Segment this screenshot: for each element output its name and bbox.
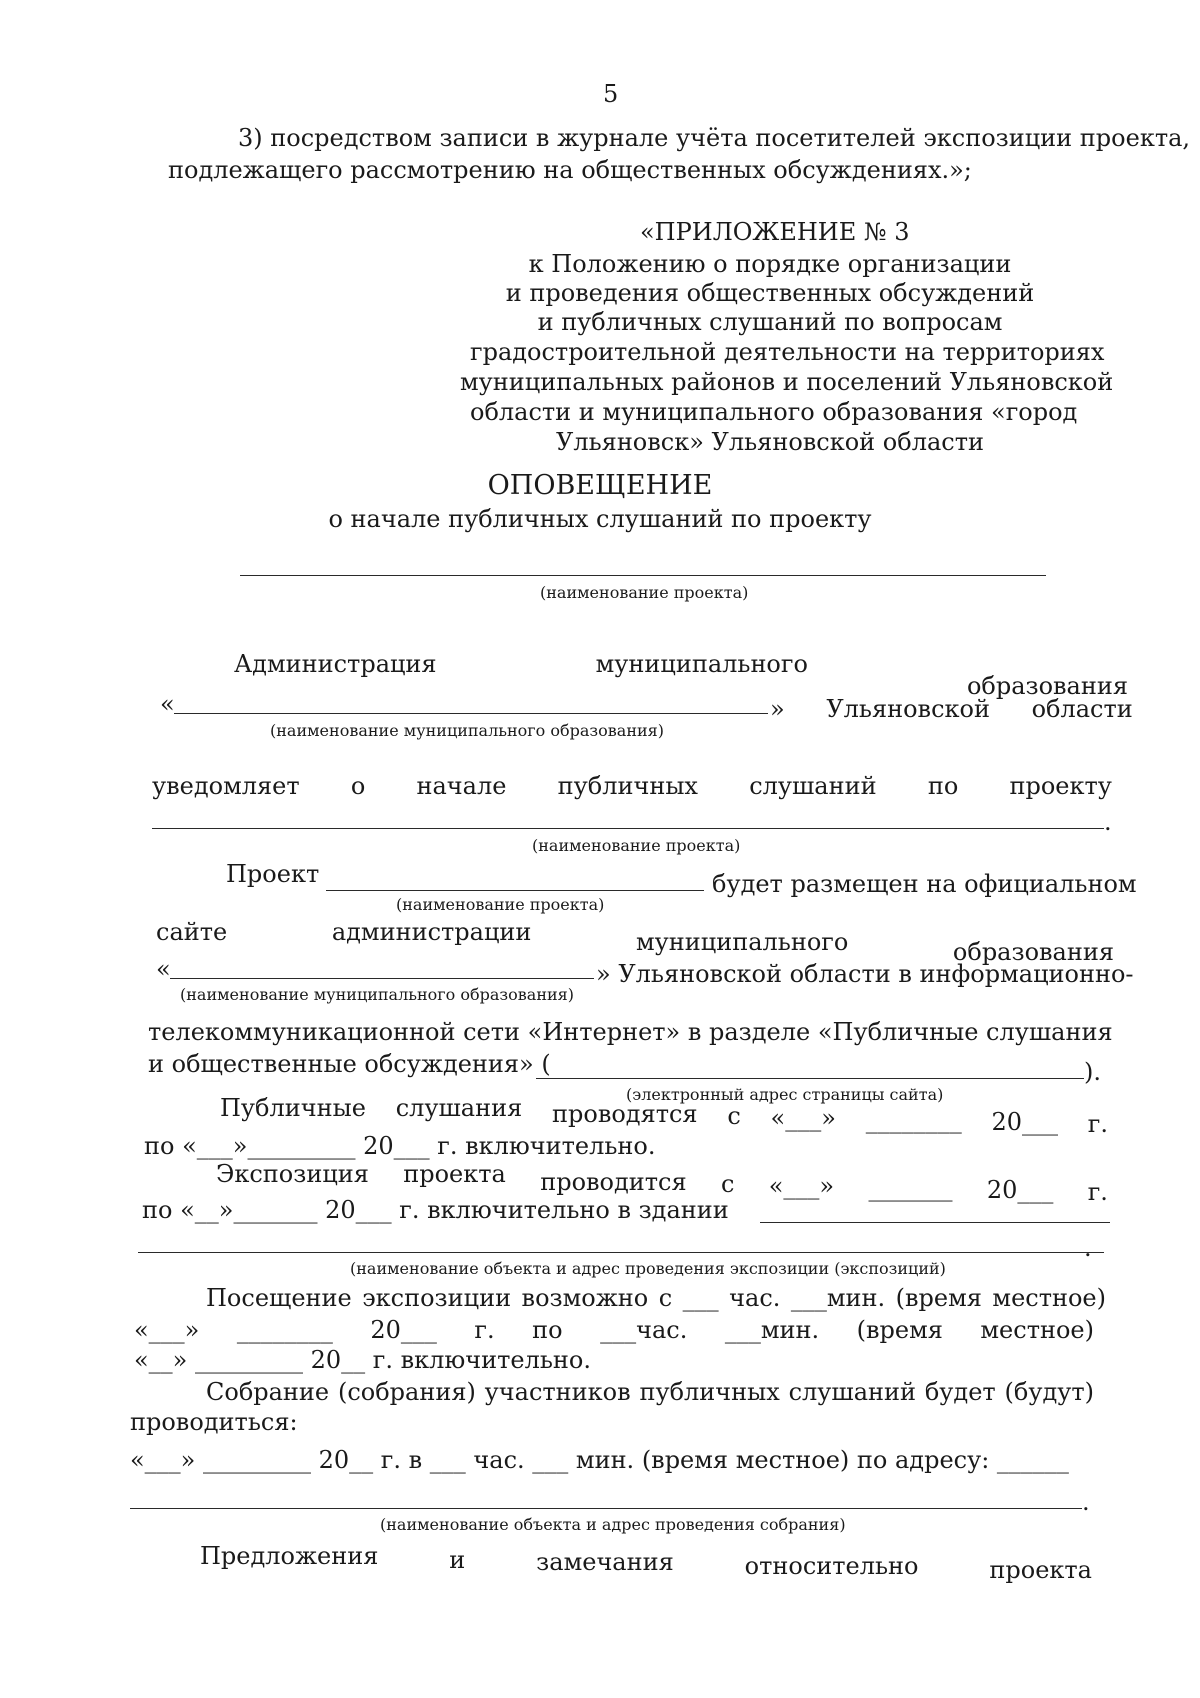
word: Публичные xyxy=(220,1094,366,1122)
municipality-name-line xyxy=(174,713,768,714)
word: начале xyxy=(416,772,507,800)
quote-open: « xyxy=(156,955,171,983)
word: 20___ xyxy=(370,1316,437,1344)
word: замечания xyxy=(536,1548,674,1576)
word: муниципального xyxy=(636,928,849,956)
word: _______ xyxy=(868,1174,953,1202)
caption-exposition-object: (наименование объекта и адрес проведения экспозиции (экспозиций) xyxy=(350,1259,946,1278)
word: слушания xyxy=(395,1094,523,1122)
appendix-line: Ульяновск» Ульяновской области xyxy=(556,428,984,456)
exposition-object-line xyxy=(138,1252,1104,1253)
appendix-line: муниципальных районов и поселений Ульяновской xyxy=(460,368,1114,396)
word: публичных xyxy=(557,772,698,800)
hearings-line xyxy=(220,1094,1108,1138)
region-text xyxy=(770,695,1133,723)
word: «___» xyxy=(768,1172,835,1200)
section-line: и общественные обсуждения» ( xyxy=(148,1050,551,1078)
word: Экспозиция xyxy=(216,1160,369,1188)
exposition-po-line: по «__»_______ 20___ г. включительно в здании xyxy=(142,1196,729,1224)
project-name-line xyxy=(152,828,1104,829)
caption-project-name: (наименование проекта) xyxy=(532,836,741,855)
notice-title: ОПОВЕЩЕНИЕ xyxy=(487,470,713,501)
word: Администрация xyxy=(234,650,437,678)
word: образования xyxy=(966,672,1128,700)
intro-line-1: 3) посредством записи в журнале учёта посетителей экспозиции проекта, xyxy=(238,124,1191,152)
appendix-line: и проведения общественных обсуждений xyxy=(505,279,1035,307)
intro-line-2: подлежащего рассмотрению на общественных обсуждениях.»; xyxy=(168,156,972,184)
meeting-line-3: «___» _________ 20__ г. в ___ час. ___ мин. (время местное) по адресу: ______ xyxy=(130,1446,1069,1474)
appendix-line: к Положению о порядке организации xyxy=(528,250,1012,278)
appendix-title: «ПРИЛОЖЕНИЕ № 3 xyxy=(640,218,910,246)
meeting-object-line xyxy=(130,1508,1082,1509)
visit-line-1: Посещение экспозиции возможно с ___ час. ___мин. (время местное) xyxy=(206,1284,1106,1312)
meeting-line-2: проводиться: xyxy=(130,1408,298,1436)
caption-municipality-name: (наименование муниципального образования) xyxy=(270,721,664,740)
region-internet: » Ульяновской области в информационно- xyxy=(596,960,1134,988)
word: администрации xyxy=(331,918,532,946)
word: муниципального xyxy=(595,650,808,678)
word: проекта xyxy=(989,1556,1092,1584)
caption-site-address: (электронный адрес страницы сайта) xyxy=(626,1085,944,1104)
site-line xyxy=(156,918,1114,966)
word: по xyxy=(532,1316,563,1344)
exposition-line xyxy=(216,1160,1108,1206)
word: сайте xyxy=(156,918,228,946)
caption-project-name: (наименование проекта) xyxy=(396,895,605,914)
caption-project-name: (наименование проекта) xyxy=(540,583,749,602)
quote-open: « xyxy=(160,690,175,718)
site-address-line xyxy=(536,1078,1084,1079)
administration-line xyxy=(234,650,1128,700)
word: 20___ xyxy=(991,1108,1058,1136)
word: местное) xyxy=(980,1316,1094,1344)
appendix-line: и публичных слушаний по вопросам xyxy=(537,308,1003,336)
municipality-name-line xyxy=(170,978,594,979)
word: г. xyxy=(1087,1110,1108,1138)
word: «___» xyxy=(770,1104,836,1132)
word: слушаний xyxy=(749,772,877,800)
period: . xyxy=(1104,808,1112,836)
notice-subtitle: о начале публичных слушаний по проекту xyxy=(328,505,872,533)
notifies-line xyxy=(152,772,1112,800)
word: и xyxy=(449,1546,466,1574)
word: г. xyxy=(1087,1178,1108,1206)
word: ________ xyxy=(236,1316,333,1344)
building-line xyxy=(760,1222,1110,1223)
region-text-span: » Ульяновской области xyxy=(770,695,1133,723)
close-paren: ). xyxy=(1084,1058,1101,1086)
word: ___час. xyxy=(600,1316,688,1344)
word: Предложения xyxy=(200,1542,379,1570)
word: 20___ xyxy=(986,1176,1054,1204)
meeting-line-1: Собрание (собрания) участников публичных слушаний будет (будут) xyxy=(206,1378,1094,1406)
period: . xyxy=(1084,1234,1092,1262)
word: о xyxy=(350,772,366,800)
word: с xyxy=(720,1170,735,1198)
word: проекта xyxy=(403,1160,506,1188)
appendix-line: градостроительной деятельности на территориях xyxy=(470,338,1105,366)
hearings-po-line: по «___»_________ 20___ г. включительно. xyxy=(144,1132,656,1160)
word: г. xyxy=(474,1316,495,1344)
will-be-posted: будет размещен на официальном xyxy=(712,870,1137,898)
word: (время xyxy=(856,1316,943,1344)
project-name-line xyxy=(240,575,1046,576)
word: «___» xyxy=(134,1316,200,1344)
word: ___мин. xyxy=(724,1316,820,1344)
caption-meeting-object: (наименование объекта и адрес проведения собрания) xyxy=(380,1515,846,1534)
proposals-line xyxy=(200,1542,1092,1584)
word: уведомляет xyxy=(152,772,300,800)
visit-line-3: «__» _________ 20__ г. включительно. xyxy=(134,1346,592,1374)
word: образования xyxy=(952,938,1114,966)
project-name-line xyxy=(326,890,704,891)
caption-municipality-name: (наименование муниципального образования) xyxy=(180,985,574,1004)
visit-line-2 xyxy=(134,1316,1094,1344)
word: проекту xyxy=(1009,772,1112,800)
telecom-line: телекоммуникационной сети «Интернет» в разделе «Публичные слушания xyxy=(148,1018,1113,1046)
word: с xyxy=(727,1102,741,1130)
word: проводятся xyxy=(552,1100,698,1128)
appendix-line: области и муниципального образования «город xyxy=(470,398,1078,426)
word: относительно xyxy=(744,1552,919,1580)
page-number: 5 xyxy=(603,80,619,108)
word: проводится xyxy=(540,1168,687,1196)
word: ________ xyxy=(865,1106,962,1134)
period: . xyxy=(1082,1488,1090,1516)
word: по xyxy=(927,772,959,800)
project-label: Проект xyxy=(226,860,320,888)
